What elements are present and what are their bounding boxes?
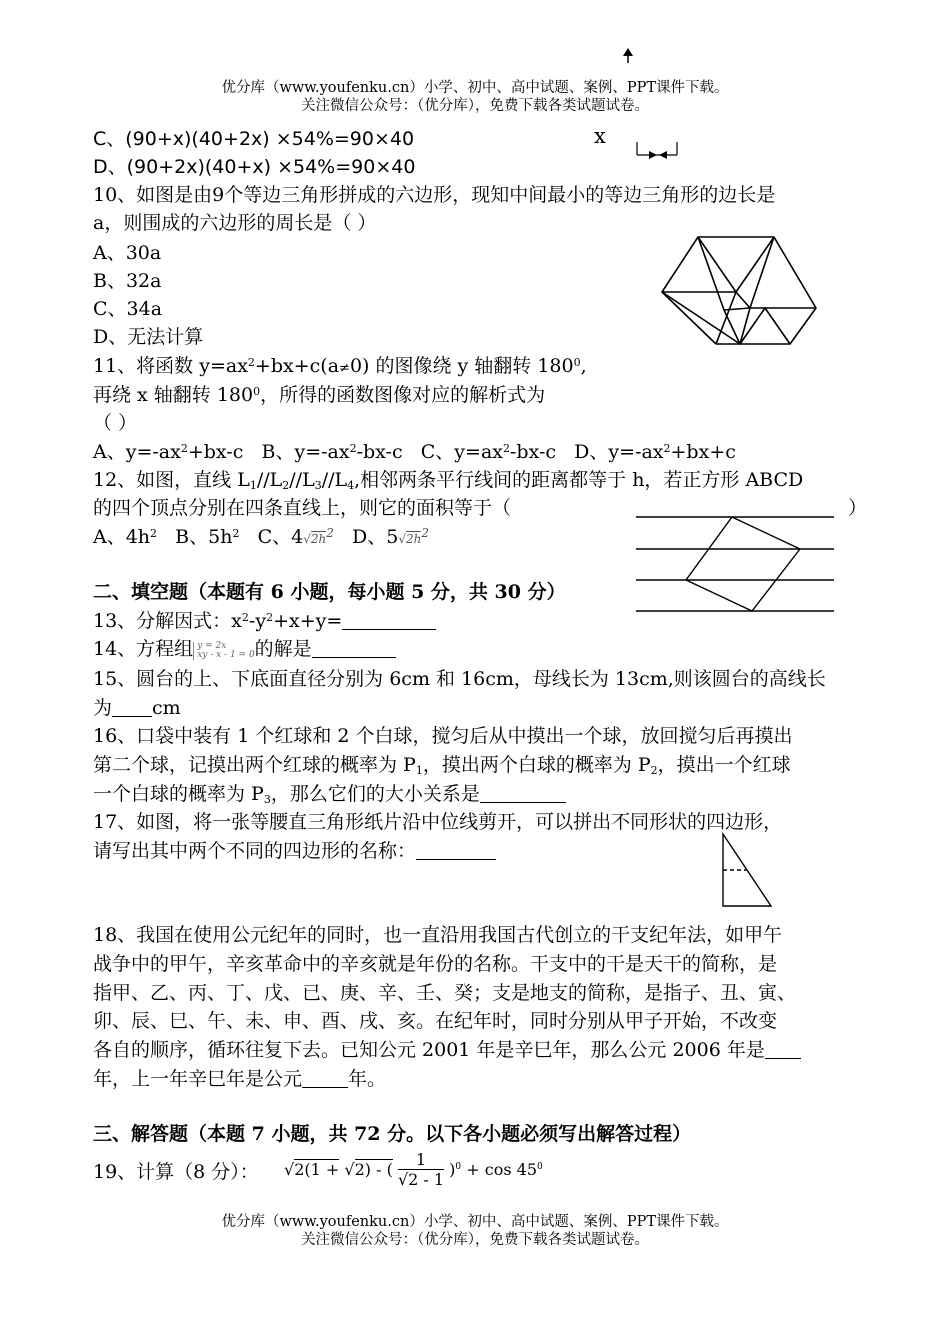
- q9-dimension-arrows-icon: [635, 140, 680, 160]
- q17-right-triangle-figure: [721, 832, 773, 908]
- q18-answer-blank-2[interactable]: [302, 1069, 348, 1088]
- q10-stem-line-1: 10、如图是由9个等边三角形拼成的六边形，现知中间最小的等边三角形的边长是: [93, 184, 776, 206]
- q11-stem-line-2: 再绕 x 轴翻转 $180^0$，所得的函数图像对应的解析式为: [93, 384, 546, 406]
- q10-option-b: B、32a: [93, 270, 162, 292]
- q17-line-2: 请写出其中两个不同的四边形的名称：: [93, 837, 496, 865]
- q16-line-3: 一个白球的概率为 $P_3$，那么它们的大小关系是: [93, 780, 566, 808]
- q12-option-a: A、$4h^2$: [93, 526, 158, 548]
- q10-option-a: A、30a: [93, 242, 162, 264]
- q16-line-2: 第二个球，记摸出两个红球的概率为 $P_1$，摸出两个白球的概率为 $P_2$，摸出一个红球: [93, 754, 791, 777]
- q18-line-4: 卯、辰、巳、午、未、申、酉、戌、亥。在纪年时，同时分别从甲子开始，不改变: [93, 1010, 778, 1032]
- q10-option-d: D、无法计算: [93, 326, 204, 348]
- q11-option-c: C、$y=ax^2-bx-c$: [420, 441, 557, 463]
- q12-option-d: D、$5√2h^2$: [352, 526, 430, 548]
- square-abcd: [686, 517, 800, 611]
- q11-option-d: D、$y=-ax^2+bx+c$: [574, 441, 736, 463]
- q14-equation-system: y = 2x xy - x - 1 = 0: [193, 642, 254, 660]
- q18-line-3: 指甲、乙、丙、丁、戊、已、庚、辛、壬、癸；支是地支的简称，是指子、丑、寅、: [93, 982, 797, 1004]
- q12-parallel-lines-square-figure: [636, 515, 836, 615]
- q19-fraction: $\frac{1}{√2 - 1}$: [397, 1150, 445, 1189]
- q12-option-c: C、$4√2h^2$: [257, 526, 334, 548]
- header-line-1: 优分库（www.youfenku.cn）小学、初中、高中试题、案例、PPT课件下载。: [221, 80, 729, 96]
- q18-line-5: 各自的顺序，循环往复下去。已知公元 2001 年是辛巳年，那么公元 2006 年是: [93, 1036, 801, 1064]
- arrow-up-marker-icon: [622, 48, 634, 64]
- header-line-2: 关注微信公众号：（优分库），免费下载各类试题试卷。: [301, 98, 649, 114]
- page-footer: [0, 1213, 950, 1249]
- q14: 14、方程组 y = 2x xy - x - 1 = 0 的解是: [93, 635, 396, 663]
- q15-answer-blank[interactable]: [112, 698, 152, 717]
- q17-line-1: 17、如图，将一张等腰直三角形纸片沿中位线剪开，可以拼出不同形状的四边形，: [93, 811, 783, 833]
- q10-option-c: C、34a: [93, 298, 163, 320]
- page-header: [0, 79, 950, 115]
- q10-stem-line-2: a，则围成的六边形的周长是（ ）: [93, 212, 377, 234]
- footer-line-2: 关注微信公众号：（优分库），免费下载各类试题试卷。: [301, 1232, 649, 1248]
- q13-answer-blank[interactable]: [342, 611, 436, 630]
- q9-figure-label: x: [594, 124, 606, 148]
- q16-line-1: 16、口袋中装有 1 个红球和 2 个白球，搅匀后从中摸出一个球，放回搅匀后再摸出: [93, 725, 793, 747]
- section-3-title: 三、解答题（本题 7 小题，共 72 分。以下各小题必须写出解答过程）: [93, 1123, 692, 1145]
- q10-hexagon-figure: [660, 236, 820, 348]
- q15-line-1: 15、圆台的上、下底面直径分别为 6cm 和 16cm，母线长为 13cm,则该圆台的高线长: [93, 668, 826, 690]
- q12-closing-paren: ）: [848, 497, 868, 519]
- q9-option-c: C、(90+x)(40+2x) ×54%=90×40: [93, 128, 415, 150]
- hexagon-outline: [662, 237, 816, 344]
- q11-stem-line-3: （ ）: [93, 412, 138, 434]
- not-equal-symbol: ≠: [339, 361, 350, 376]
- q16-answer-blank[interactable]: [480, 784, 566, 803]
- section-2-title: 二、填空题（本题有 6 小题，每小题 5 分，共 30 分）: [93, 581, 566, 603]
- footer-line-1: 优分库（www.youfenku.cn）小学、初中、高中试题、案例、PPT课件下载。: [221, 1214, 729, 1230]
- q15-line-2: 为 cm: [93, 697, 181, 719]
- q11-option-a: A、$y=-ax^2+bx-c$: [93, 441, 244, 463]
- q12-option-b: B、$5h^2$: [175, 526, 240, 548]
- q9-option-d: D、(90+2x)(40+x) ×54%=90×40: [93, 156, 416, 178]
- q18-line-6: 年，上一年辛巳年是公元 年。: [93, 1068, 387, 1090]
- q13: 13、分解因式：$x^2-y^2+x+y=$: [93, 607, 436, 635]
- q19: 19、计算（8 分）：: [93, 1161, 259, 1183]
- q11-option-b: B、$y=-ax^2-bx-c$: [261, 441, 403, 463]
- q12-stem-line-1: 12、如图，直线 $L_1//L_2//L_3//L_4$,相邻两条平行线间的距离都等于 h，若正方形 ABCD: [93, 469, 804, 492]
- q18-line-1: 18、我国在使用公元纪年的同时，也一直沿用我国古代创立的干支纪年法，如甲午: [93, 924, 783, 946]
- q18-line-2: 战争中的甲午，辛亥革命中的辛亥就是年份的名称。干支中的干是天干的简称，是: [93, 953, 778, 975]
- q11-stem-line-1: 11、将函数 $y=ax^2+bx+c(a\ne 0)$ 的图像绕 y 轴翻转 $180^0$,: [93, 355, 587, 377]
- q18-answer-blank-1[interactable]: [765, 1040, 801, 1059]
- q14-answer-blank[interactable]: [312, 639, 396, 658]
- q19-expression: √2(1 + √2) - ( $\frac{1}{√2 - 1}$ )$^0 + \cos 45^0$: [284, 1150, 543, 1189]
- q11-options: [93, 438, 736, 466]
- q12-stem-line-2: 的四个顶点分别在四条直线上，则它的面积等于（: [93, 497, 512, 519]
- q12-options: [93, 523, 429, 553]
- q17-answer-blank[interactable]: [416, 841, 496, 860]
